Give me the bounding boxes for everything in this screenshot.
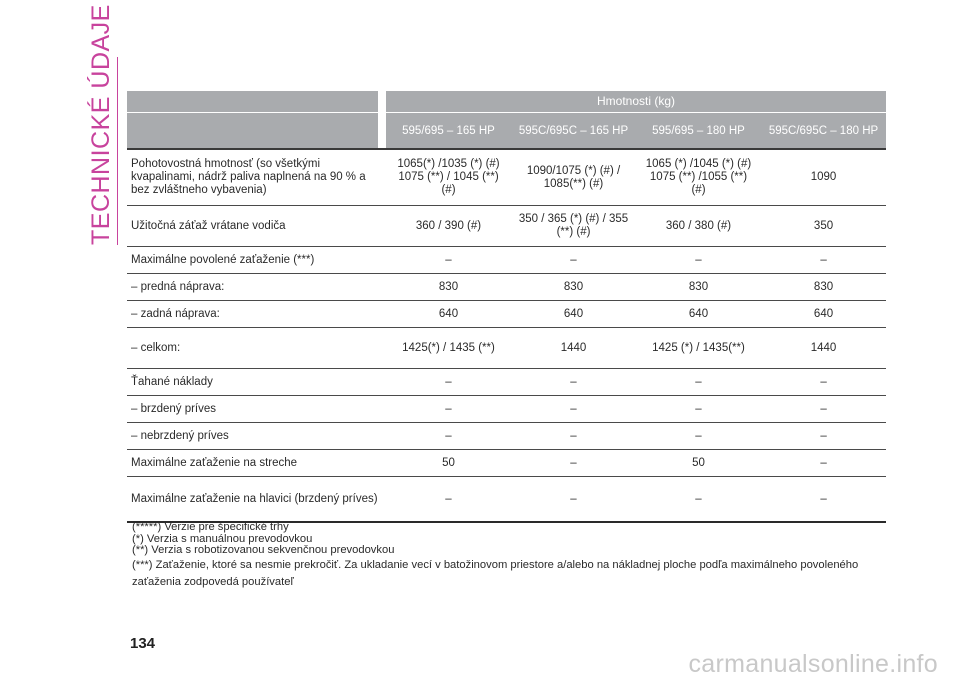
row-value: – [511, 423, 636, 450]
row-value: 1090 [761, 149, 886, 206]
row-label: Pohotovostná hmotnosť (so všetkými kvapalinami, nádrž paliva naplnená na 90 % a bez zvláštneho vybavenia) [127, 149, 386, 206]
page-number: 134 [130, 635, 156, 652]
row-value: – [761, 396, 886, 423]
row-value: – [511, 247, 636, 274]
row-value: – [386, 369, 511, 396]
table-row [127, 369, 886, 396]
row-value: – [386, 477, 511, 523]
row-value: 640 [761, 301, 886, 328]
row-label: Ťahané náklady [127, 369, 386, 396]
table-row [127, 301, 886, 328]
row-label: Užitočná záťaž vrátane vodiča [127, 206, 386, 247]
group-header: Hmotnosti (kg) [386, 91, 886, 113]
row-value: 1425 (*) / 1435(**) [636, 328, 761, 369]
site-watermark: carmanualsonline.info [688, 650, 938, 678]
table-row [127, 477, 886, 523]
row-value: – [761, 450, 886, 477]
row-value: – [511, 369, 636, 396]
table-row [127, 247, 886, 274]
row-value: 830 [386, 274, 511, 301]
row-value: 640 [511, 301, 636, 328]
row-value: 1065 (*) /1045 (*) (#) 1075 (**) /1055 (**) (#) [636, 149, 761, 206]
row-value: 830 [761, 274, 886, 301]
footnote: (*) Verzia s manuálnou prevodovkou [132, 532, 313, 545]
row-value: – [511, 450, 636, 477]
row-value: 640 [636, 301, 761, 328]
row-value: 1425(*) / 1435 (**) [386, 328, 511, 369]
row-value: 1440 [511, 328, 636, 369]
row-value: 350 / 365 (*) (#) / 355 (**) (#) [511, 206, 636, 247]
row-label: – predná náprava: [127, 274, 386, 301]
footnotes [132, 522, 882, 591]
row-value: – [636, 247, 761, 274]
row-value: 350 [761, 206, 886, 247]
row-value: – [636, 396, 761, 423]
row-value: – [761, 369, 886, 396]
row-value: 50 [636, 450, 761, 477]
row-value: – [761, 477, 886, 523]
row-label: Maximálne zaťaženie na hlavici (brzdený príves) [127, 477, 386, 523]
row-value: – [386, 396, 511, 423]
row-value: 1065(*) /1035 (*) (#) 1075 (**) / 1045 (**) (#) [386, 149, 511, 206]
row-value: 830 [636, 274, 761, 301]
row-value: – [386, 247, 511, 274]
column-header: 595/695 – 165 HP [386, 113, 511, 150]
row-value: – [511, 477, 636, 523]
row-value: 360 / 380 (#) [636, 206, 761, 247]
table-row [127, 149, 886, 206]
row-label: – brzdený príves [127, 396, 386, 423]
row-value: – [636, 477, 761, 523]
row-label: Maximálne zaťaženie na streche [127, 450, 386, 477]
section-title: TECHNICKÉ ÚDAJE [87, 4, 115, 245]
row-value: – [511, 396, 636, 423]
header-label-cell [127, 91, 378, 113]
row-value: 50 [386, 450, 511, 477]
table-column-header-row [127, 113, 886, 150]
column-header: 595C/695C – 180 HP [761, 113, 886, 150]
row-value: – [761, 423, 886, 450]
row-value: 640 [386, 301, 511, 328]
row-label: – zadná náprava: [127, 301, 386, 328]
footnote: (**) Verzia s robotizovanou sekvenčnou prevodovkou [132, 544, 395, 556]
row-value: – [761, 247, 886, 274]
row-value: – [636, 369, 761, 396]
table-row [127, 423, 886, 450]
row-value: 1440 [761, 328, 886, 369]
row-label: – nebrzdený príves [127, 423, 386, 450]
mass-table [127, 91, 886, 523]
table-group-header-row [127, 91, 886, 113]
table-row [127, 450, 886, 477]
row-value: – [636, 423, 761, 450]
row-value: 830 [511, 274, 636, 301]
row-value: 1090/1075 (*) (#) / 1085(**) (#) [511, 149, 636, 206]
table-row [127, 396, 886, 423]
table-row [127, 328, 886, 369]
header-label-cell [127, 113, 378, 150]
table-row [127, 274, 886, 301]
section-divider [117, 57, 118, 245]
row-value: – [386, 423, 511, 450]
column-header: 595/695 – 180 HP [636, 113, 761, 150]
row-label: Maximálne povolené zaťaženie (***) [127, 247, 386, 274]
footnote: (***) Zaťaženie, ktoré sa nesmie prekročiť. Za ukladanie vecí v batožinovom priestore a/alebo na nákladnej ploche podľa maximálneho povoleného zaťaženia zodpovedá používateľ [132, 558, 859, 588]
table-row [127, 206, 886, 247]
row-value: 360 / 390 (#) [386, 206, 511, 247]
column-header: 595C/695C – 165 HP [511, 113, 636, 150]
row-label: – celkom: [127, 328, 386, 369]
footnote: (*****) Verzie pre špecifické trhy [132, 521, 289, 533]
